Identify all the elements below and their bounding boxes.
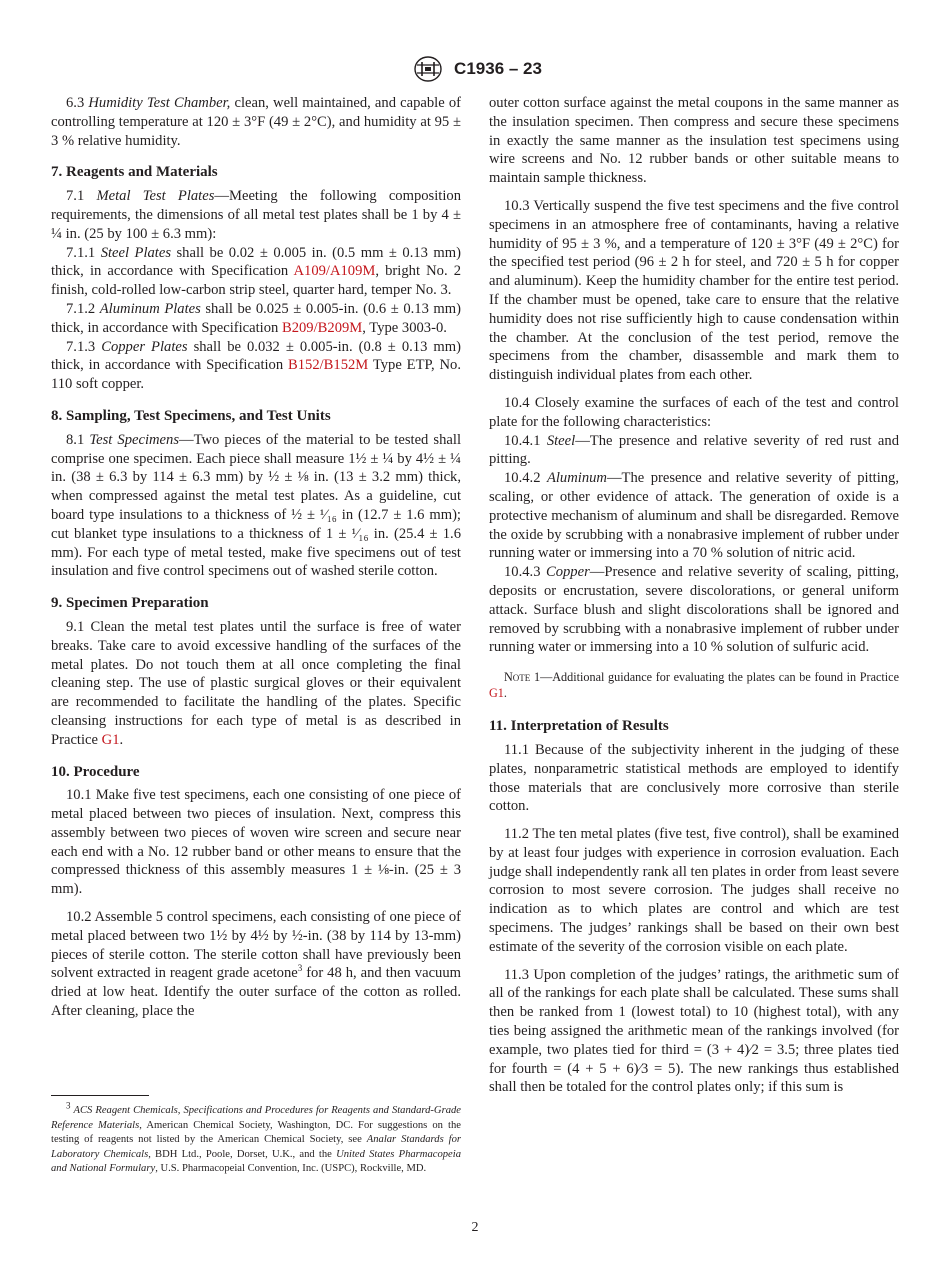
paragraph-11-1: 11.1 Because of the subjectivity inherent in the judging of these plates, nonparametric statistical methods are employed to identify those materials that are conclusively more corrosive than sterile cotton. [489,741,899,815]
paragraph-10-4-1: 10.4.1 Steel—The presence and relative severity of red rust and pitting. [489,432,899,468]
paragraph-8-1: 8.1 Test Specimens—Two pieces of the material to be tested shall comprise one specimen. Each piece shall measure 1½ ± ¼ by 4½ ± ¼ in. (38 ± 6.3 by 114 ± 6.3 mm) by ½ ± ⅛ in. (13 ± 3.2 mm) thick, when compressed against the metal test plates. As a guideline, cut board type insulations to a thickness of ½ ± ¹⁄₁₆ in (12.7 ± 1.6 mm); cut blanket type insulations to a thickness of 1 ± ¹⁄₁₆ in. (25.4 ± 1.6 mm). For each type of metal tested, make five specimens out of test insulation and five control specimens out of washed sterile cotton. [51,431,461,580]
paragraph-10-4-2: 10.4.2 Aluminum—The presence and relative severity of pitting, scaling, or other evidence of attack. The generation of oxide is a protective mechanism of aluminum and shall be disregarded. Remove the oxide by scrubbing with a nonabrasive implement of rubber under running water or immersing into a 70 % solution of nitric acid. [489,470,899,562]
paragraph-10-3: 10.3 Vertically suspend the five test specimens and the five control specimens in an atmosphere free of contaminants, having a relative humidity of 95 ± 3 %, and a temperature of 120 ± 3°F (49 ± 2°C) for the specified test period (96 ± 2 h for steel, and 720 ± 5 h for copper and aluminum). Keep the humidity chamber for the entire test period. If the chamber must be opened, take care to ensure that the relative humidity does not rise sufficiently high to cause condensation within the chamber. At the conclusion of the test period, remove the specimens from the chamber, disassemble and mark them to distinguish individual plates from each other. [489,197,899,384]
paragraph-10-4-3: 10.4.3 Copper—Presence and relative severity of scaling, pitting, deposits or encrustation, severe discolorations, or general uniform attack. Surface blush and slight discolorations shall be ignored and removed by scrubbing with a nonabrasive implement of rubber under running water or immersing into a 10 % solution of sulfuric acid. [489,564,899,656]
standard-designation: C1936 – 23 [454,59,542,78]
page-header [0,56,950,82]
paragraph-9-1: 9.1 Clean the metal test plates until the surface is free of water breaks. Take care to avoid excessive handling of the surfaces of the metal plates. Do not touch them at all once completing the final cleaning step. The use of plastic surgical gloves or their equivalent are recommended to facilitate the handling of the plates. Specific cleansing instructions for each type of metal is as described in Practice G1. [51,618,461,748]
paragraph-10-1: 10.1 Make five test specimens, each one consisting of one piece of metal placed between two pieces of insulation. Next, compress this assembly between two pieces of woven wire screen and secure near each end with a No. 12 rubber band or other means to ensure that the compressed thickness of this assembly measures 1 ± ⅛-in. (25 ± 3 mm). [51,787,461,898]
paragraph-7-1-3: 7.1.3 Copper Plates shall be 0.032 ± 0.005-in. (0.8 ± 0.13 mm) thick, in accordance with Specification B152/B152M Type ETP, No. 110 soft copper. [51,338,461,393]
paragraph-7-1-2: 7.1.2 Aluminum Plates shall be 0.025 ± 0.005-in. (0.6 ± 0.13 mm) thick, in accordance with Specification B209/B209M, Type 3003-0. [51,300,461,336]
paragraph-10-2-continued: outer cotton surface against the metal coupons in the same manner as the insulation specimen. Then compress and secure these specimens in exactly the same manner as the insulation test specimens using wire screens and No. 12 rubber bands or other suitable means to maintain sample thickness. [489,95,899,187]
paragraph-11-3: 11.3 Upon completion of the judges’ ratings, the arithmetic sum of all of the rankings for each plate shall be calculated. These sums shall then be ranked from 1 (lowest total) to 10 (highest total), with any ties being assigned the arithmetic mean of the rankings involved (for example, two plates tied for third = (3 + 4)⁄2 = 3.5; three plates tied for fourth = (4 + 5 + 6)⁄3 = 5). The new rankings thus established shall then be totaled for the control plates only; if this sum is [489,966,899,1096]
section-9-heading: 9. Specimen Preparation [51,595,209,612]
page-number: 2 [471,1220,479,1235]
link-g1-note[interactable]: G1 [489,686,504,701]
section-7-heading: 7. Reagents and Materials [51,164,218,181]
footnote-ref[interactable]: 3 [297,963,303,974]
paragraph-11-2: 11.2 The ten metal plates (five test, five control), shall be examined by at least four judges with experience in corrosion evaluation. Each judge shall independently rank all ten plates in order from least severe corrosion to most severe corrosion. The judges shall receive no indication as to which plates are control and which are test specimens. The judges’ rankings shall be based on their own best estimate of the severity of the corrosion visible on each plate. [489,826,899,955]
astm-logo-icon [408,56,448,82]
paragraph-10-2: 10.2 Assemble 5 control specimens, each consisting of one piece of metal placed between two 1½ by 4½ by ½-in. (38 by 114 by 13-mm) pieces of sterile cotton. The sterile cotton shall have previously been solvent extracted in reagent grade acetone$^3$ for 48 h, and then vacuum dried at low heat. Identify the outer surface of the cotton as rolled. After cleaning, place the [51,909,461,1020]
paragraph-10-4: 10.4 Closely examine the surfaces of each of the test and control plate for the following characteristics: [489,394,899,430]
section-8-heading: 8. Sampling, Test Specimens, and Test Units [51,407,331,424]
right-column [489,94,899,1097]
left-column [51,94,461,1021]
section-10-heading: 10. Procedure [51,763,140,780]
link-g1[interactable]: G1 [101,731,120,748]
paragraph-7-1-1: 7.1.1 Steel Plates shall be 0.02 ± 0.005 in. (0.5 mm ± 0.13 mm) thick, in accordance with Specification A109/A109M, bright No. 2 finish, cold-rolled low-carbon strip steel, quarter hard, temper No. 3. [51,244,461,299]
link-b209[interactable]: B209/B209M [281,319,363,336]
paragraph-7-1: 7.1 Metal Test Plates—Meeting the following composition requirements, the dimensions of all metal test plates shall be 1 by 4 ± ¼ in. (25 by 100 ± 6.3 mm): [51,188,461,242]
section-11-heading: 11. Interpretation of Results [489,718,669,735]
paragraph-6-3: 6.3 Humidity Test Chamber, clean, well maintained, and capable of controlling temperature at 120 ± 3°F (49 ± 2°C), and humidity at 95 ± 3 % relative humidity. [51,95,461,149]
link-b152[interactable]: B152/B152M [288,357,369,374]
footnote: $^3$ ACS Reagent Chemicals, Specifications and Procedures for Reagents and Standard-Grade Reference Materials, American Chemical Society, Washington, DC. For suggestions on the testing of reagents not listed by the American Chemical Society, see Analar Standards for Laboratory Chemicals, BDH Ltd., Poole, Dorset, U.K., and the United States Pharmacopeia and National Formulary, U.S. Pharmacopeial Convention, Inc. (USPC), Rockville, MD. [51,1100,462,1175]
footnote-divider [51,1095,149,1096]
link-a109[interactable]: A109/A109M [293,263,376,280]
note-1: Note 1—Additional guidance for evaluating the plates can be found in Practice G1. [489,670,899,701]
